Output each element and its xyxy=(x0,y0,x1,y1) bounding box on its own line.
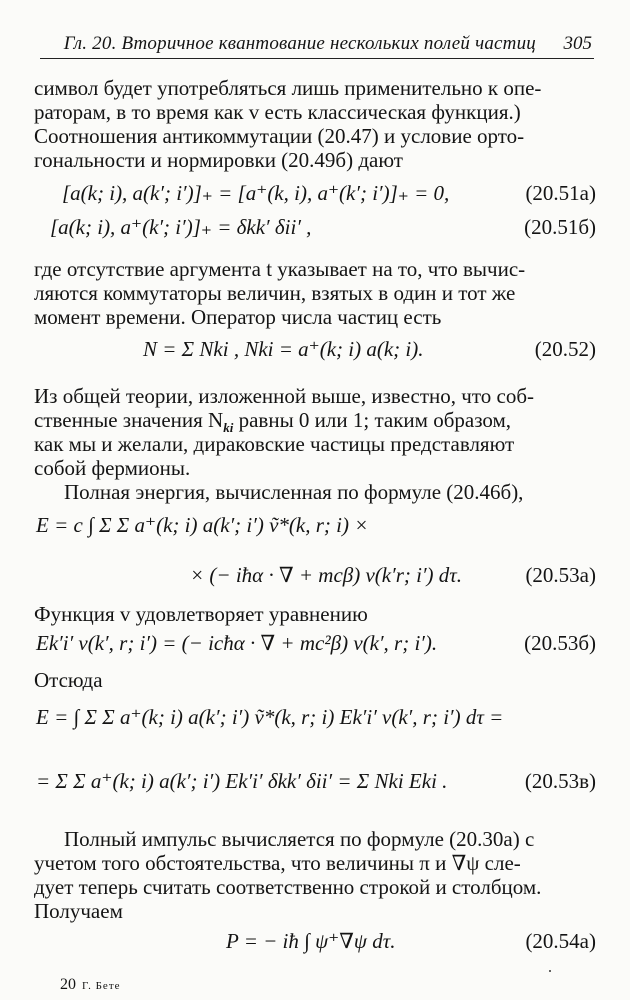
print-speck xyxy=(549,970,551,972)
equation xyxy=(36,704,503,730)
chapter-title: Гл. 20. Вторичное квантование нескольких полей частиц xyxy=(63,33,536,54)
text-line: гональности и нормировки (20.49б) дают xyxy=(34,148,403,172)
equation xyxy=(62,180,449,206)
text-line: Полная энергия, вычисленная по формуле (20.46б), xyxy=(64,480,524,504)
signature-author: Г. Бете xyxy=(82,980,121,992)
text-line: Отсюда xyxy=(34,668,103,692)
equation xyxy=(226,928,395,954)
equation-number: (20.53б) xyxy=(524,631,596,655)
text-line: Получаем xyxy=(34,899,123,923)
equation-body: E = ∫ Σ Σ a⁺(k; i) a(k′; i′) ṽ*(k, r; i) Ek′i′ v(k′, r; i′) dτ = xyxy=(36,705,504,729)
text-line: ственные значения $N_{ki}$ равны 0 или 1; таким образом, xyxy=(34,408,512,435)
running-header xyxy=(40,30,594,59)
equation xyxy=(36,630,437,656)
text-line: Соотношения антикоммутации (20.47) и условие орто- xyxy=(34,124,525,148)
text-line: Функция v удовлетворяет уравнению xyxy=(34,602,368,626)
text-line: как мы и желали, дираковские частицы представляют xyxy=(34,432,515,456)
text-line: Из общей теории, изложенной выше, известно, что соб- xyxy=(34,384,534,408)
text-line: момент времени. Оператор числа частиц есть xyxy=(34,305,442,329)
equation xyxy=(50,214,311,240)
equation-body: P = − iħ ∫ ψ⁺∇ψ dτ. xyxy=(226,929,396,953)
text-line: Полный импульс вычисляется по формуле (20.30а) с xyxy=(64,827,535,851)
equation-body: Ek′i′ v(k′, r; i′) = (− icħα · ∇ + mc²β) v(k′, r; i′). xyxy=(36,631,438,655)
equation-body: = Σ Σ a⁺(k; i) a(k′; i′) Ek′i′ δkk′ δii′ = Σ Nki Eki . xyxy=(36,769,448,793)
equation xyxy=(36,512,368,538)
page-number: 305 xyxy=(563,33,592,54)
equation-number: (20.52) xyxy=(534,337,596,361)
equation-number: (20.51б) xyxy=(524,215,596,239)
equation xyxy=(143,336,424,362)
text-segment: ственные значения N xyxy=(34,408,224,432)
equation-number: (20.53в) xyxy=(524,769,596,793)
text-line: дует теперь считать соответственно строкой и столбцом. xyxy=(34,875,542,899)
text-line: символ будет употребляться лишь применительно к опе- xyxy=(34,76,542,100)
text-line: учетом того обстоятельства, что величины π и ∇ψ сле- xyxy=(34,851,521,875)
equation-body: [a(k; i), a(k′; i′)]₊ = [a⁺(k, i), a⁺(k′; i′)]₊ = 0, xyxy=(62,181,450,205)
text-line: ляются коммутаторы величин, взятых в один и тот же xyxy=(34,281,516,305)
equation xyxy=(36,768,447,794)
equation-body: [a(k; i), a⁺(k′; i′)]₊ = δkk′ δii′ , xyxy=(50,215,312,239)
text-segment: равны 0 или 1; таким образом, xyxy=(238,408,512,432)
text-line: раторам, в то время как v есть классическая функция.) xyxy=(34,100,521,124)
equation-body: × (− iħα · ∇ + mcβ) v(k′r; i′) dτ. xyxy=(190,563,463,587)
equation-number: (20.51а) xyxy=(525,181,596,205)
text-line: собой фермионы. xyxy=(34,456,191,480)
text-line: где отсутствие аргумента t указывает на то, что вычис- xyxy=(34,257,526,281)
signature-number: 20 xyxy=(60,976,76,993)
equation xyxy=(190,562,462,588)
equation-number: (20.53а) xyxy=(525,563,596,587)
signature-mark xyxy=(60,976,121,995)
equation-number: (20.54а) xyxy=(525,929,596,953)
equation-body: E = c ∫ Σ Σ a⁺(k; i) a(k′; i′) ṽ*(k, r; i) × xyxy=(36,513,369,537)
equation-body: N = Σ Nki , Nki = a⁺(k; i) a(k; i). xyxy=(143,337,424,361)
